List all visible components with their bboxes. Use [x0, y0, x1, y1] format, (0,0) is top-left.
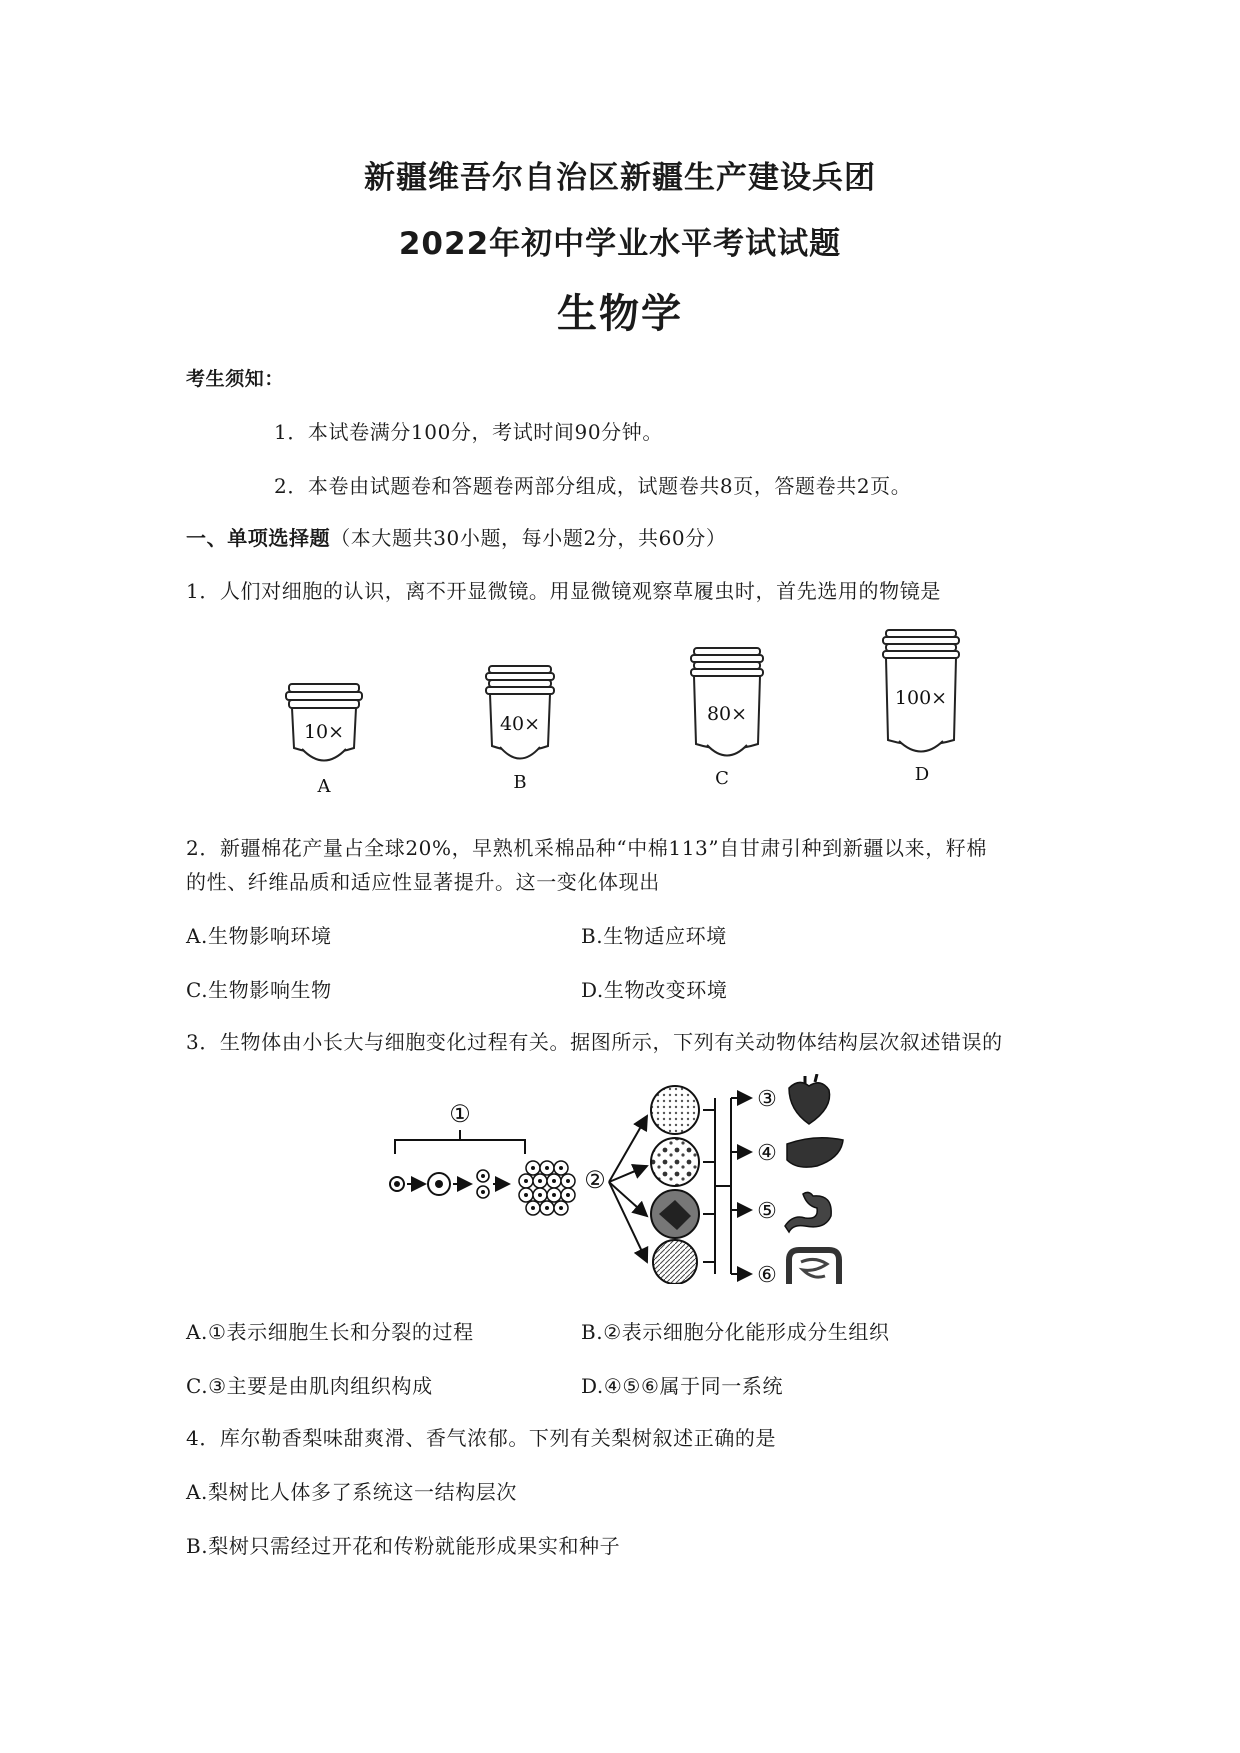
label-1: ① — [449, 1100, 471, 1128]
tissue-images — [651, 1086, 699, 1284]
notice-item-1: 1．本试卷满分100分，考试时间90分钟。 — [274, 420, 663, 444]
objective-a-letter: A — [317, 776, 331, 797]
question-3-option-a: A.①表示细胞生长和分裂的过程 — [186, 1320, 474, 1344]
label-4: ④ — [757, 1141, 777, 1166]
notice-item-2: 2．本卷由试题卷和答题卷两部分组成，试题卷共8页，答题卷共2页。 — [274, 474, 912, 498]
question-3-option-d: D.④⑤⑥属于同一系统 — [581, 1374, 784, 1398]
question-4-option-b: B.梨树只需经过开花和传粉就能形成果实和种子 — [186, 1534, 621, 1558]
section-note: （本大题共30小题，每小题2分，共60分） — [330, 526, 727, 550]
question-2-option-b: B.生物适应环境 — [581, 924, 727, 948]
question-3-option-c: C.③主要是由肌肉组织构成 — [186, 1374, 433, 1398]
section-title: 一、单项选择题 — [186, 526, 331, 550]
notice-heading: 考生须知： — [186, 368, 285, 390]
label-3: ③ — [757, 1087, 777, 1112]
question-1-stem: 1．人们对细胞的认识，离不开显微镜。用显微镜观察草履虫时，首先选用的物镜是 — [186, 579, 941, 603]
objective-b-letter: B — [513, 772, 527, 793]
liver-icon — [787, 1138, 843, 1167]
objective-a — [286, 684, 362, 797]
objective-a-mag: 10× — [303, 721, 345, 743]
objective-d-mag: 100× — [894, 687, 948, 709]
section-heading — [186, 522, 726, 551]
question-4-option-a: A.梨树比人体多了系统这一结构层次 — [186, 1480, 518, 1504]
objective-c-mag: 80× — [706, 703, 748, 725]
exam-year-title: 2022年初中学业水平考试试题 — [398, 226, 842, 262]
intestine-icon — [789, 1250, 839, 1284]
question-2-stem-line2: 的性、纤维品质和适应性显著提升。这一变化体现出 — [186, 870, 660, 894]
subject-title: 生物学 — [557, 291, 683, 337]
cell-sequence — [390, 1161, 575, 1215]
objective-c — [691, 648, 763, 789]
objective-d-letter: D — [914, 764, 930, 785]
question-2-stem-line1: 2．新疆棉花产量占全球20%，早熟机采棉品种“中棉113”自甘肃引种到新疆以来，籽棉 — [186, 836, 987, 860]
objective-lens-figure — [270, 620, 970, 800]
objective-b — [486, 666, 554, 793]
question-4-stem: 4．库尔勒香梨味甜爽滑、香气浓郁。下列有关梨树叙述正确的是 — [186, 1426, 777, 1450]
exam-region-title: 新疆维吾尔自治区新疆生产建设兵团 — [364, 160, 876, 196]
label-2: ② — [584, 1166, 606, 1194]
question-3-option-b: B.②表示细胞分化能形成分生组织 — [581, 1320, 890, 1344]
heart-icon — [789, 1074, 830, 1124]
question-2-option-a: A.生物影响环境 — [186, 924, 332, 948]
objective-b-mag: 40× — [499, 713, 541, 735]
question-2-option-c: C.生物影响生物 — [186, 978, 332, 1002]
label-5: ⑤ — [757, 1199, 777, 1224]
question-2-option-d: D.生物改变环境 — [581, 978, 728, 1002]
stomach-icon — [785, 1192, 831, 1232]
question-3-stem: 3．生物体由小长大与细胞变化过程有关。据图所示，下列有关动物体结构层次叙述错误的 — [186, 1030, 1003, 1054]
objective-c-letter: C — [715, 768, 729, 789]
objective-d — [883, 630, 959, 785]
cell-development-figure — [385, 1074, 865, 1284]
label-6: ⑥ — [757, 1263, 777, 1284]
